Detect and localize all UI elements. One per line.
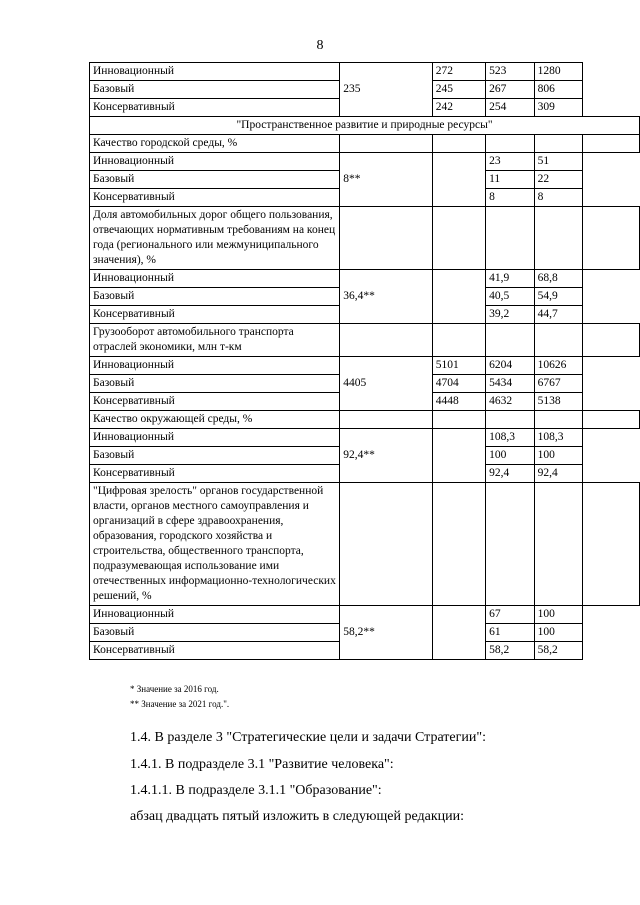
empty-cell <box>486 207 535 270</box>
empty-cell <box>340 324 433 357</box>
value-2030: 100 <box>534 606 583 624</box>
paragraph-1: 1.4. В разделе 3 "Стратегические цели и задачи Стратегии": <box>130 730 486 745</box>
scenario-label: Инновационный <box>90 153 340 171</box>
value-2030: 68,8 <box>534 270 583 288</box>
value-2019: 272 <box>432 63 485 81</box>
base-value: 36,4** <box>340 270 433 324</box>
scenario-label: Базовый <box>90 288 340 306</box>
table-row <box>90 135 640 153</box>
value-2024: 5434 <box>486 375 535 393</box>
value-2024: 267 <box>486 81 535 99</box>
table-row <box>90 270 640 288</box>
value-2030: 8 <box>534 189 583 207</box>
scenario-label: Базовый <box>90 171 340 189</box>
value-2030: 6767 <box>534 375 583 393</box>
value-2024: 8 <box>486 189 535 207</box>
indicator-label: Доля автомобильных дорог общего пользования, отвечающих нормативным требованиям на конец года (регионального или межмуниципального значения), % <box>90 207 340 270</box>
indicator-label: "Цифровая зрелость" органов государственной власти, органов местного самоуправления и организаций в сфере здравоохранения, образования, городского хозяйства и строительства, общественного транспорта, подразумевающая использование ими отечественных информационно-технологических решений, % <box>90 483 340 606</box>
scenario-label: Консервативный <box>90 306 340 324</box>
empty-cell <box>534 411 583 429</box>
value-2024: 4632 <box>486 393 535 411</box>
value-2030: 108,3 <box>534 429 583 447</box>
value-2024: 523 <box>486 63 535 81</box>
value-2024: 58,2 <box>486 642 535 660</box>
empty-cell <box>340 207 433 270</box>
value-2019 <box>432 606 485 660</box>
table-row <box>90 153 640 171</box>
base-value: 92,4** <box>340 429 433 483</box>
paragraph-4: абзац двадцать пятый изложить в следующей редакции: <box>130 809 465 824</box>
scenario-label: Консервативный <box>90 393 340 411</box>
value-2019: 245 <box>432 81 485 99</box>
scenario-label: Базовый <box>90 624 340 642</box>
value-2024: 41,9 <box>486 270 535 288</box>
empty-cell <box>340 483 433 606</box>
empty-cell <box>583 207 640 270</box>
value-2019 <box>432 153 485 207</box>
value-2030: 806 <box>534 81 583 99</box>
value-2019: 242 <box>432 99 485 117</box>
table-row <box>90 357 640 375</box>
indicators-table <box>89 62 640 660</box>
empty-cell <box>486 411 535 429</box>
value-2024: 39,2 <box>486 306 535 324</box>
base-value: 235 <box>340 63 433 117</box>
base-value: 58,2** <box>340 606 433 660</box>
empty-cell <box>432 207 485 270</box>
value-2019 <box>432 429 485 483</box>
value-2024: 61 <box>486 624 535 642</box>
empty-cell <box>486 135 535 153</box>
scenario-label: Консервативный <box>90 99 340 117</box>
scenario-label: Базовый <box>90 447 340 465</box>
value-2030: 100 <box>534 447 583 465</box>
paragraph-3: 1.4.1.1. В подразделе 3.1.1 "Образование": <box>130 783 382 798</box>
scenario-label: Инновационный <box>90 429 340 447</box>
value-2024: 40,5 <box>486 288 535 306</box>
table-row <box>90 207 640 270</box>
scenario-label: Инновационный <box>90 606 340 624</box>
indicator-label: Качество городской среды, % <box>90 135 340 153</box>
value-2030: 309 <box>534 99 583 117</box>
value-2030: 58,2 <box>534 642 583 660</box>
value-2030: 44,7 <box>534 306 583 324</box>
empty-cell <box>486 483 535 606</box>
empty-cell <box>432 411 485 429</box>
empty-cell <box>583 411 640 429</box>
empty-cell <box>432 135 485 153</box>
value-2030: 1280 <box>534 63 583 81</box>
empty-cell <box>583 135 640 153</box>
table-row <box>90 117 640 135</box>
scenario-label: Консервативный <box>90 189 340 207</box>
empty-cell <box>583 483 640 606</box>
empty-cell <box>583 324 640 357</box>
footnote-1: * Значение за 2016 год. <box>130 684 219 694</box>
indicator-label: Качество окружающей среды, % <box>90 411 340 429</box>
scenario-label: Консервативный <box>90 642 340 660</box>
scenario-label: Инновационный <box>90 270 340 288</box>
value-2024: 67 <box>486 606 535 624</box>
value-2030: 51 <box>534 153 583 171</box>
empty-cell <box>534 483 583 606</box>
value-2024: 6204 <box>486 357 535 375</box>
empty-cell <box>340 411 433 429</box>
table-row <box>90 429 640 447</box>
table-row <box>90 483 640 606</box>
value-2019: 4448 <box>432 393 485 411</box>
scenario-label: Базовый <box>90 81 340 99</box>
value-2030: 92,4 <box>534 465 583 483</box>
scenario-label: Консервативный <box>90 465 340 483</box>
value-2030: 5138 <box>534 393 583 411</box>
value-2024: 11 <box>486 171 535 189</box>
table-row <box>90 606 640 624</box>
value-2030: 54,9 <box>534 288 583 306</box>
empty-cell <box>534 324 583 357</box>
value-2024: 254 <box>486 99 535 117</box>
paragraph-2: 1.4.1. В подразделе 3.1 "Развитие человека": <box>130 757 394 772</box>
scenario-label: Инновационный <box>90 357 340 375</box>
table-row <box>90 411 640 429</box>
value-2019: 5101 <box>432 357 485 375</box>
page-number: 8 <box>316 38 324 53</box>
empty-cell <box>432 324 485 357</box>
value-2024: 92,4 <box>486 465 535 483</box>
table-row <box>90 63 640 81</box>
empty-cell <box>534 135 583 153</box>
empty-cell <box>486 324 535 357</box>
scenario-label: Инновационный <box>90 63 340 81</box>
value-2024: 108,3 <box>486 429 535 447</box>
empty-cell <box>432 483 485 606</box>
value-2019 <box>432 270 485 324</box>
section-title: "Пространственное развитие и природные ресурсы" <box>90 117 640 135</box>
value-2024: 100 <box>486 447 535 465</box>
scenario-label: Базовый <box>90 375 340 393</box>
empty-cell <box>340 135 433 153</box>
footnote-2: ** Значение за 2021 год.". <box>130 699 230 709</box>
value-2030: 10626 <box>534 357 583 375</box>
empty-cell <box>534 207 583 270</box>
base-value: 8** <box>340 153 433 207</box>
base-value: 4405 <box>340 357 433 411</box>
value-2030: 100 <box>534 624 583 642</box>
table-row <box>90 324 640 357</box>
value-2030: 22 <box>534 171 583 189</box>
indicator-label: Грузооборот автомобильного транспорта отраслей экономики, млн т-км <box>90 324 340 357</box>
value-2019: 4704 <box>432 375 485 393</box>
value-2024: 23 <box>486 153 535 171</box>
